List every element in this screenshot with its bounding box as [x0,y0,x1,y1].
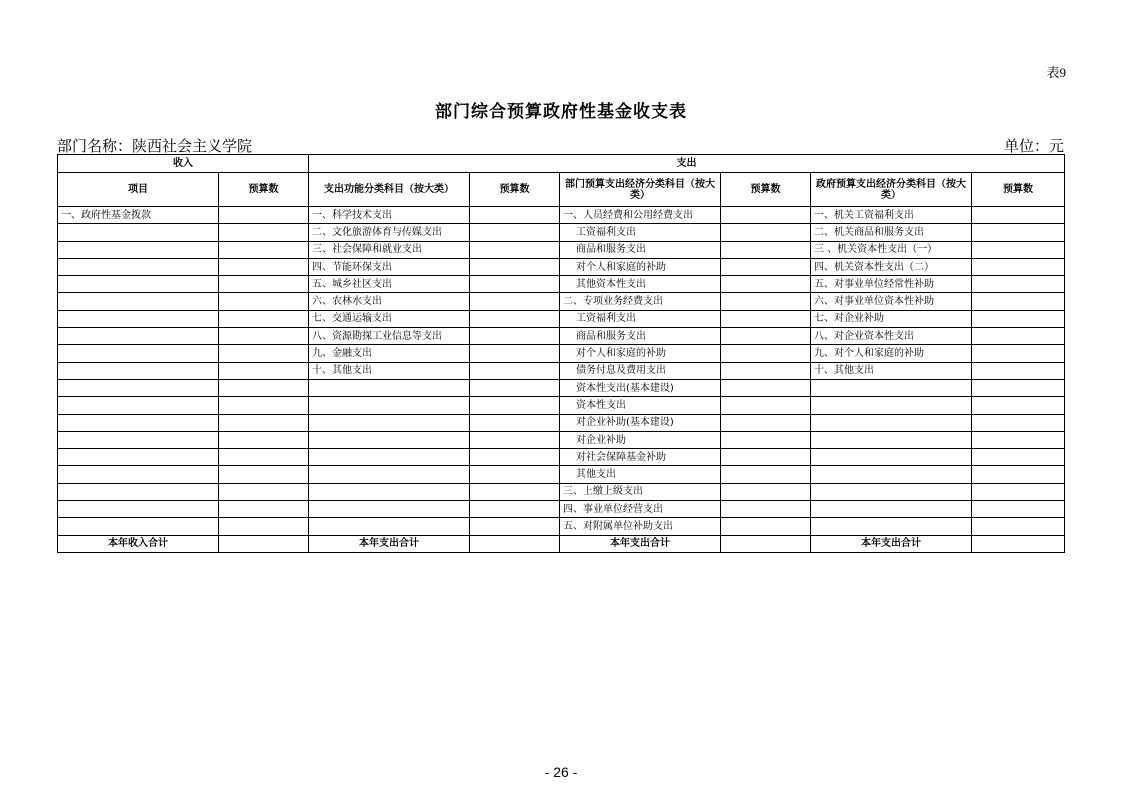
budget-cell [470,241,560,258]
gov-econ-cell: 十、其他支出 [811,362,972,379]
table-row [58,501,1065,518]
func-class-cell [309,431,470,448]
budget-cell [219,518,309,535]
budget-cell [721,224,811,241]
income-item-cell [58,241,219,258]
dept-econ-cell: 债务付息及费用支出 [560,362,721,379]
budget-cell [219,310,309,327]
budget-cell [972,483,1065,500]
table-row [58,431,1065,448]
budget-cell [470,310,560,327]
dept-econ-cell: 三、上缴上级支出 [560,483,721,500]
budget-cell [972,535,1065,552]
table-row [58,449,1065,466]
gov-econ-cell [811,518,972,535]
dept-econ-cell: 其他资本性支出 [560,276,721,293]
table-row [58,207,1065,224]
table-row [58,293,1065,310]
func-class-cell: 五、城乡社区支出 [309,276,470,293]
gov-econ-cell: 四、机关资本性支出（二） [811,258,972,275]
budget-cell [972,379,1065,396]
budget-cell [972,293,1065,310]
gov-total-label: 本年支出合计 [811,535,972,552]
func-class-cell: 十、其他支出 [309,362,470,379]
income-item-cell [58,362,219,379]
gov-econ-cell [811,414,972,431]
budget-cell [972,345,1065,362]
income-item-cell [58,379,219,396]
income-item-cell [58,328,219,345]
unit-label: 单位：元 [1003,137,1064,155]
func-class-cell: 二、文化旅游体育与传媒支出 [309,224,470,241]
table-row [58,362,1065,379]
gov-econ-cell: 五、对事业单位经常性补助 [811,276,972,293]
income-header: 收入 [58,155,309,173]
budget-cell [972,466,1065,483]
income-item-cell [58,431,219,448]
document-title: 部门综合预算政府性基金收支表 [435,102,687,122]
income-item-cell [58,518,219,535]
budget-cell [470,518,560,535]
dept-econ-cell: 四、事业单位经营支出 [560,501,721,518]
budget-cell [972,224,1065,241]
table-row [58,397,1065,414]
budget-cell [470,535,560,552]
dept-econ-cell: 五、对附属单位补助支出 [560,518,721,535]
income-item-cell [58,483,219,500]
col-budget-header: 预算数 [721,173,811,207]
dept-econ-cell: 对企业补助(基本建设) [560,414,721,431]
func-class-cell: 四、节能环保支出 [309,258,470,275]
expense-header: 支出 [309,155,1065,173]
budget-table [57,154,1065,553]
func-class-cell [309,449,470,466]
func-total-label: 本年支出合计 [309,535,470,552]
budget-cell [219,466,309,483]
budget-cell [721,362,811,379]
income-item-cell [58,466,219,483]
department-name: 部门名称：陕西社会主义学院 [57,137,253,155]
table-row [58,276,1065,293]
budget-cell [972,431,1065,448]
col-budget-header: 预算数 [219,173,309,207]
func-class-cell: 八、资源勘探工业信息等支出 [309,328,470,345]
budget-cell [721,449,811,466]
income-item-cell [58,258,219,275]
gov-econ-cell [811,501,972,518]
budget-cell [721,379,811,396]
func-class-cell [309,466,470,483]
table-row [58,258,1065,275]
budget-cell [219,379,309,396]
budget-cell [219,362,309,379]
table-row [58,241,1065,258]
budget-cell [972,241,1065,258]
func-class-cell: 一、科学技术支出 [309,207,470,224]
col-budget-header: 预算数 [972,173,1065,207]
func-class-cell: 三、社会保障和就业支出 [309,241,470,258]
table-number: 表9 [1046,65,1066,80]
budget-cell [219,345,309,362]
dept-econ-cell: 商品和服务支出 [560,328,721,345]
col-gov-econ-header: 政府预算支出经济分类科目（按大类） [811,173,972,207]
budget-cell [219,293,309,310]
header-row-1 [58,155,1065,173]
income-item-cell [58,345,219,362]
budget-cell [470,379,560,396]
budget-cell [721,466,811,483]
budget-cell [972,397,1065,414]
budget-cell [721,431,811,448]
income-item-cell [58,293,219,310]
budget-cell [721,276,811,293]
budget-cell [470,362,560,379]
table-row [58,518,1065,535]
budget-cell [219,483,309,500]
table-row [58,345,1065,362]
budget-cell [721,258,811,275]
budget-cell [972,276,1065,293]
func-class-cell [309,501,470,518]
budget-cell [219,207,309,224]
budget-cell [721,293,811,310]
income-total-label: 本年收入合计 [58,535,219,552]
dept-econ-cell: 工资福利支出 [560,224,721,241]
budget-cell [721,328,811,345]
table-row [58,414,1065,431]
budget-cell [219,397,309,414]
budget-cell [219,431,309,448]
budget-cell [219,501,309,518]
budget-cell [470,414,560,431]
income-item-cell: 一、政府性基金拨款 [58,207,219,224]
budget-cell [219,414,309,431]
gov-econ-cell [811,466,972,483]
budget-cell [721,414,811,431]
dept-econ-cell: 对企业补助 [560,431,721,448]
gov-econ-cell: 六、对事业单位资本性补助 [811,293,972,310]
budget-cell [972,258,1065,275]
dept-econ-cell: 对个人和家庭的补助 [560,258,721,275]
table-row [58,483,1065,500]
table-row [58,466,1065,483]
income-item-cell [58,276,219,293]
budget-cell [470,466,560,483]
budget-cell [470,431,560,448]
gov-econ-cell [811,379,972,396]
dept-econ-cell: 对个人和家庭的补助 [560,345,721,362]
budget-cell [972,207,1065,224]
budget-cell [721,310,811,327]
budget-cell [972,501,1065,518]
budget-cell [721,207,811,224]
gov-econ-cell [811,431,972,448]
table-row [58,379,1065,396]
func-class-cell [309,518,470,535]
budget-cell [972,449,1065,466]
func-class-cell [309,414,470,431]
budget-cell [721,518,811,535]
gov-econ-cell [811,397,972,414]
col-func-class-header: 支出功能分类科目（按大类） [309,173,470,207]
budget-cell [470,293,560,310]
budget-cell [219,224,309,241]
budget-cell [721,345,811,362]
budget-cell [470,328,560,345]
col-item-header: 项目 [58,173,219,207]
gov-econ-cell [811,483,972,500]
budget-cell [470,276,560,293]
func-class-cell: 七、交通运输支出 [309,310,470,327]
dept-econ-cell: 其他支出 [560,466,721,483]
func-class-cell [309,483,470,500]
dept-total-label: 本年支出合计 [560,535,721,552]
budget-cell [470,501,560,518]
dept-econ-cell: 资本性支出 [560,397,721,414]
gov-econ-cell: 三 、机关资本性支出（一） [811,241,972,258]
header-row-2 [58,173,1065,207]
func-class-cell [309,379,470,396]
budget-cell [219,535,309,552]
income-item-cell [58,397,219,414]
budget-cell [721,397,811,414]
gov-econ-cell: 二、机关商品和服务支出 [811,224,972,241]
budget-cell [972,362,1065,379]
budget-cell [219,449,309,466]
dept-econ-cell: 资本性支出(基本建设) [560,379,721,396]
budget-cell [721,483,811,500]
budget-cell [721,241,811,258]
budget-cell [972,328,1065,345]
col-dept-econ-header: 部门预算支出经济分类科目（按大类） [560,173,721,207]
budget-cell [470,397,560,414]
income-item-cell [58,501,219,518]
budget-cell [721,501,811,518]
budget-cell [219,258,309,275]
page-number: - 26 - [544,764,578,780]
table-row [58,224,1065,241]
budget-cell [470,483,560,500]
income-item-cell [58,414,219,431]
dept-econ-cell: 工资福利支出 [560,310,721,327]
budget-cell [470,224,560,241]
totals-row [58,535,1065,552]
budget-cell [219,276,309,293]
col-budget-header: 预算数 [470,173,560,207]
budget-cell [470,207,560,224]
dept-econ-cell: 商品和服务支出 [560,241,721,258]
income-item-cell [58,449,219,466]
func-class-cell [309,397,470,414]
budget-cell [470,258,560,275]
gov-econ-cell: 七、对企业补助 [811,310,972,327]
budget-cell [972,414,1065,431]
budget-cell [219,241,309,258]
table-row [58,328,1065,345]
dept-econ-cell: 一、人员经费和公用经费支出 [560,207,721,224]
budget-cell [972,310,1065,327]
gov-econ-cell [811,449,972,466]
func-class-cell: 六、农林水支出 [309,293,470,310]
gov-econ-cell: 九、对个人和家庭的补助 [811,345,972,362]
income-item-cell [58,224,219,241]
dept-econ-cell: 二、专项业务经费支出 [560,293,721,310]
budget-cell [470,345,560,362]
budget-cell [721,535,811,552]
table-row [58,310,1065,327]
dept-econ-cell: 对社会保障基金补助 [560,449,721,466]
table-body [58,207,1065,536]
budget-cell [219,328,309,345]
func-class-cell: 九、金融支出 [309,345,470,362]
gov-econ-cell: 一、机关工资福利支出 [811,207,972,224]
gov-econ-cell: 八、对企业资本性支出 [811,328,972,345]
income-item-cell [58,310,219,327]
budget-cell [470,449,560,466]
budget-cell [972,518,1065,535]
